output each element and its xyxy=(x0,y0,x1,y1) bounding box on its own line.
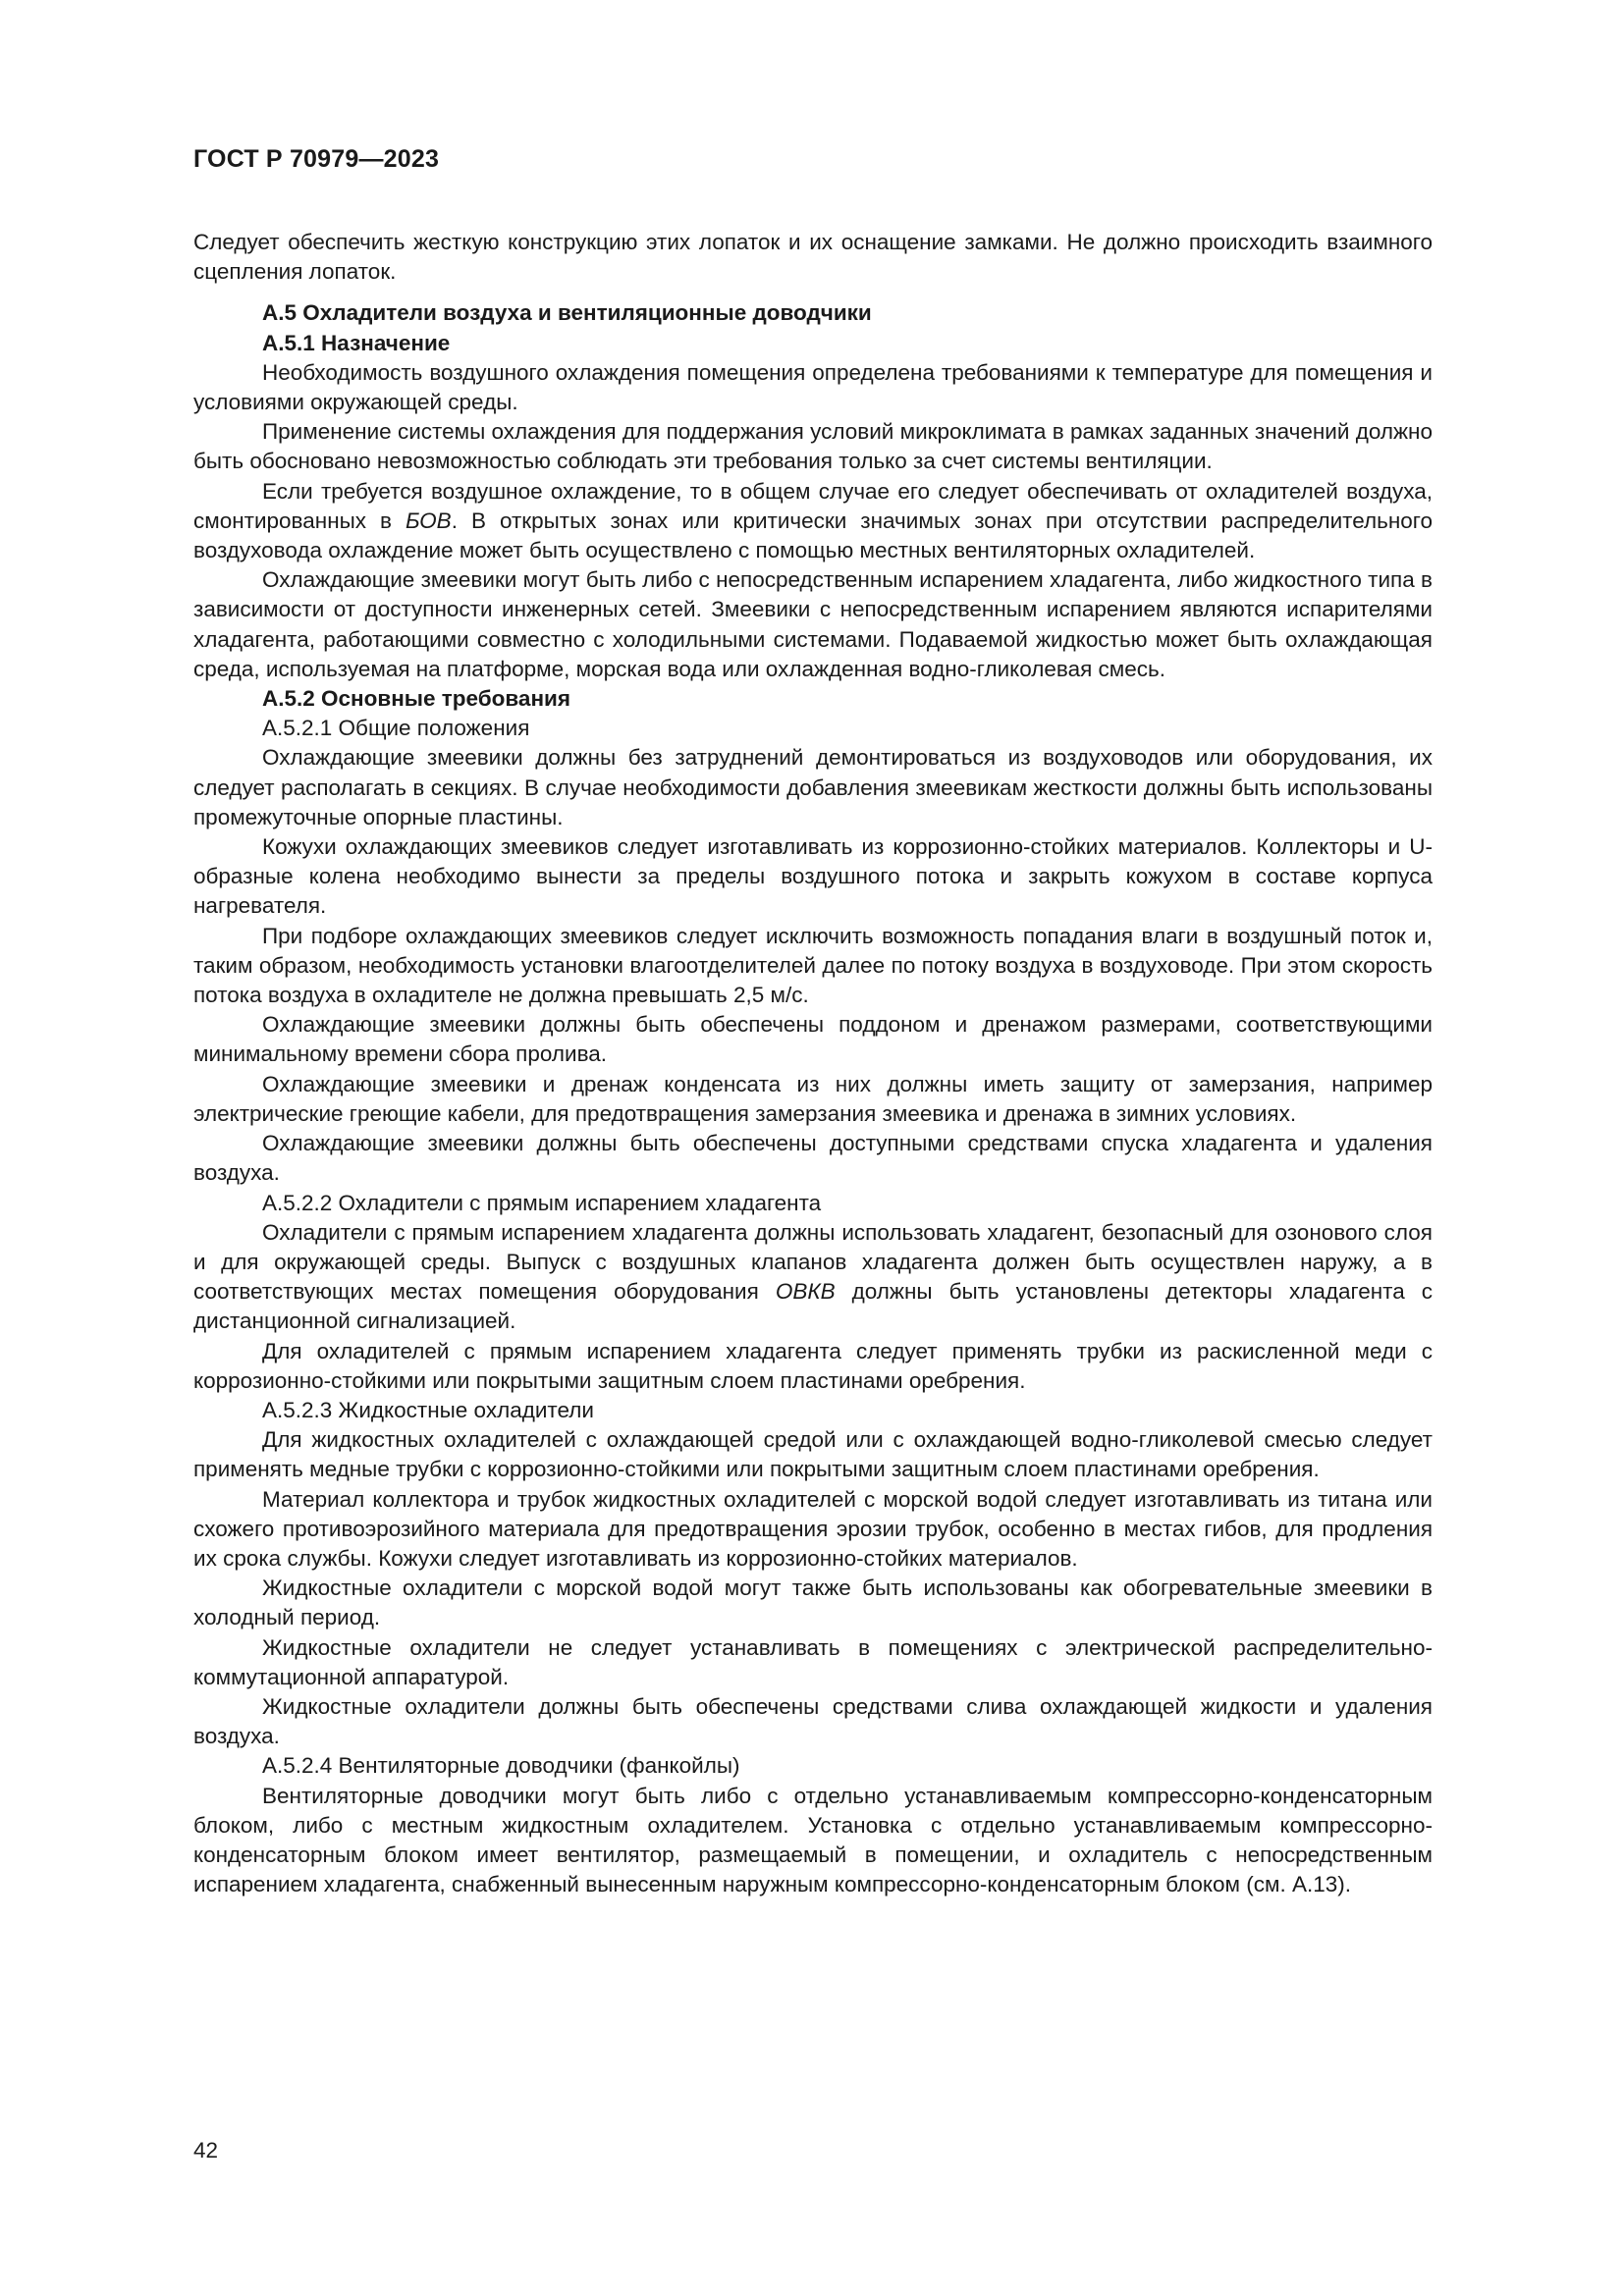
paragraph: Вентиляторные доводчики могут быть либо с отдельно устанавливаемым компрессорно-конденсаторным блоком, либо с местным жидкостным охладителем. Установка с отдельно устанавливаемым компрессорно-конденсаторным блоком имеет вентилятор, размещаемый в помещении, и охладитель с непосредственным испарением хладагента, снабженный вынесенным наружным компрессорно-конденсаторным блоком (см. А.13). xyxy=(193,1783,1433,1897)
section-heading-a5-1: А.5.1 Назначение xyxy=(262,330,451,355)
text-span: Охладители с прямым испарением хладагента должны использовать хладагент, безопасный для озонового слоя и для окружающей среды. Выпуск с воздушных клапанов хладагента должен быть осуществлен наружу, а в соответствующих местах помещения оборудования xyxy=(193,1219,1433,1305)
page-number: 42 xyxy=(193,2138,219,2163)
paragraph: Для жидкостных охладителей с охлаждающей средой или с охлаждающей водно-гликолевой смесью следует применять медные трубки с коррозионно-стойкими или покрытыми защитным слоем пластинами оребрения. xyxy=(193,1427,1433,1482)
paragraph xyxy=(193,1218,1433,1337)
paragraph: Охлаждающие змеевики могут быть либо с непосредственным испарением хладагента, либо жидкостного типа в зависимости от доступности инженерных сетей. Змеевики с непосредственным испарением являются испарителями хладагента, работающими совместно с холодильными системами. Подаваемой жидкостью может быть охлаждающая среда, используемая на платформе, морская вода или охлажденная водно-гликолевая смесь. xyxy=(193,567,1433,681)
text-span: должны быть установлены детекторы хладагента с дистанционной сигнализацией. xyxy=(193,1279,1433,1334)
paragraph: Необходимость воздушного охлаждения помещения определена требованиями к температуре для помещения и условиями окружающей среды. xyxy=(193,359,1433,415)
paragraph: Охлаждающие змеевики должны быть обеспечены доступными средствами спуска хладагента и удаления воздуха. xyxy=(193,1131,1433,1186)
paragraph: Жидкостные охладители должны быть обеспечены средствами слива охлаждающей жидкости и удаления воздуха. xyxy=(193,1693,1433,1749)
text-span: . В открытых зонах или критически значимых зонах при отсутствии распределительного воздуховода охлаждение может быть осуществлено с помощью местных вентиляторных охладителей. xyxy=(193,507,1433,563)
abbreviation-ovkv: ОВКВ xyxy=(775,1279,836,1305)
document-body xyxy=(193,228,1433,1899)
section-heading-a5: А.5 Охладители воздуха и вентиляционные доводчики xyxy=(262,300,872,326)
paragraph: Охлаждающие змеевики и дренаж конденсата из них должны иметь защиту от замерзания, например электрические греющие кабели, для предотвращения замерзания змеевика и дренажа в зимних условиях. xyxy=(193,1071,1433,1126)
document-header: ГОСТ Р 70979—2023 xyxy=(193,145,440,173)
paragraph: При подборе охлаждающих змеевиков следует исключить возможность попадания влаги в воздушный поток и, таким образом, необходимость установки влагоотделителей далее по потоку воздуха в воздуховоде. При этом скорость потока воздуха в охладителе не должна превышать 2,5 м/с. xyxy=(193,923,1433,1008)
paragraph: Жидкостные охладители не следует устанавливать в помещениях с электрической распределительно-коммутационной аппаратурой. xyxy=(193,1634,1433,1689)
paragraph: Применение системы охлаждения для поддержания условий микроклимата в рамках заданных значений должно быть обосновано невозможностью соблюдать эти требования только за счет системы вентиляции. xyxy=(193,419,1433,474)
subsection-heading-a5-2-1: А.5.2.1 Общие положения xyxy=(262,716,530,741)
subsection-heading-a5-2-2: А.5.2.2 Охладители с прямым испарением хладагента xyxy=(262,1190,822,1215)
paragraph: Охлаждающие змеевики должны без затруднений демонтироваться из воздуховодов или оборудования, их следует располагать в секциях. В случае необходимости добавления змеевикам жесткости должны быть использованы промежуточные опорные пластины. xyxy=(193,745,1433,829)
abbreviation-bov: БОВ xyxy=(406,507,452,533)
section-heading-a5-2: А.5.2 Основные требования xyxy=(262,686,571,712)
text-span: Если требуется воздушное охлаждение, то в общем случае его следует обеспечивать от охладителей воздуха, смонтированных в xyxy=(193,478,1433,533)
paragraph: Жидкостные охладители с морской водой могут также быть использованы как обогревательные змеевики в холодный период. xyxy=(193,1575,1433,1630)
paragraph: Кожухи охлаждающих змеевиков следует изготавливать из коррозионно-стойких материалов. Коллекторы и U-образные колена необходимо вынести за пределы воздушного потока и закрыть кожухом в составе корпуса нагревателя. xyxy=(193,834,1433,919)
paragraph: Охлаждающие змеевики должны быть обеспечены поддоном и дренажом размерами, соответствующими минимальному времени сбора пролива. xyxy=(193,1012,1433,1067)
paragraph: Для охладителей с прямым испарением хладагента следует применять трубки из раскисленной меди с коррозионно-стойкими или покрытыми защитным слоем пластинами оребрения. xyxy=(193,1338,1433,1393)
subsection-heading-a5-2-3: А.5.2.3 Жидкостные охладители xyxy=(262,1397,594,1422)
paragraph xyxy=(193,477,1433,566)
subsection-heading-a5-2-4: А.5.2.4 Вентиляторные доводчики (фанкойлы) xyxy=(262,1753,740,1779)
paragraph: Материал коллектора и трубок жидкостных охладителей с морской водой следует изготавливать из титана или схожего противоэрозийного материала для предотвращения эрозии трубок, особенно в местах гибов, для продления их срока службы. Кожухи следует изготавливать из коррозионно-стойких материалов. xyxy=(193,1486,1433,1571)
paragraph: Следует обеспечить жесткую конструкцию этих лопаток и их оснащение замками. Не должно происходить взаимного сцепления лопаток. xyxy=(193,230,1433,285)
